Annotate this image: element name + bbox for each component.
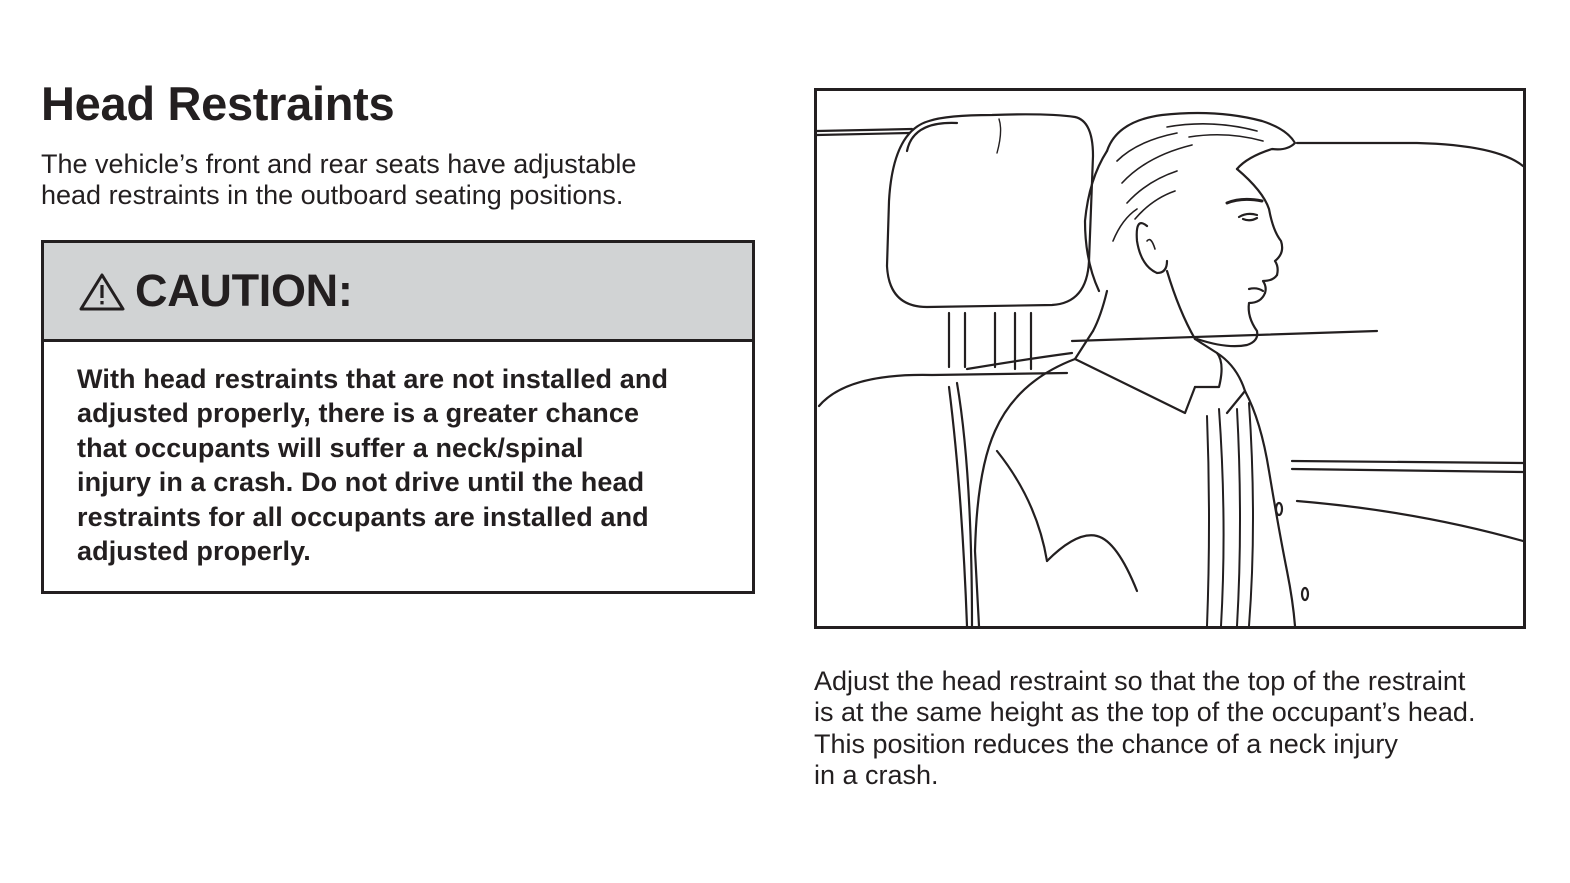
figure-caption: Adjust the head restraint so that the top of the restraint is at the same height as the top of the occupant’s head. This position reduces the chance of a neck injury in a crash.	[814, 666, 1476, 790]
caution-box	[41, 240, 755, 594]
caution-header	[44, 243, 752, 342]
page-title: Head Restraints	[41, 77, 395, 130]
caution-text: With head restraints that are not installed and adjusted properly, there is a greater chance that occupants will suffer a neck/spinal injury in a crash. Do not drive until the head restraints for all occupants are installed and adjusted properly.	[77, 364, 669, 567]
head-restraint	[887, 114, 1093, 369]
seat-back	[819, 353, 1072, 626]
warning-triangle-icon	[78, 272, 126, 312]
intro-paragraph: The vehicle’s front and rear seats have adjustable head restraints in the outboard seating positions.	[41, 149, 637, 210]
car-interior-lines	[817, 129, 1523, 541]
head-restraint-illustration	[814, 88, 1526, 629]
caution-title: CAUTION:	[135, 265, 353, 316]
person-figure	[975, 113, 1308, 626]
